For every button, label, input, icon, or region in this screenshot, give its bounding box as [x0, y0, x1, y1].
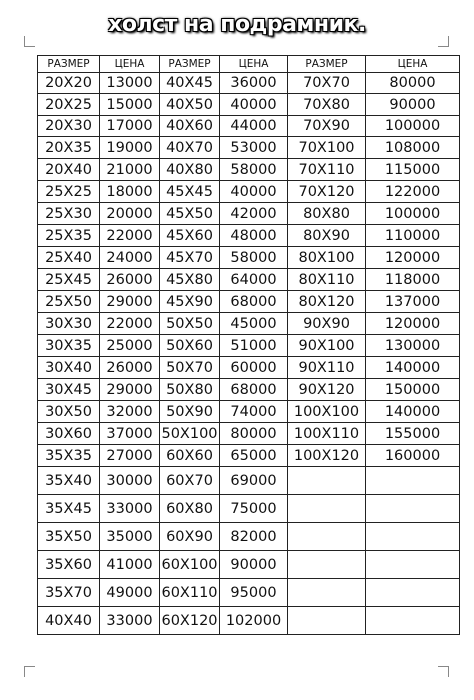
table-row	[38, 551, 460, 579]
cell-price-2: 58000	[220, 159, 288, 181]
crop-mark-top-left	[24, 36, 35, 47]
cell-price-2: 40000	[220, 94, 288, 116]
cell-price-1: 22000	[100, 225, 160, 247]
table-row	[38, 291, 460, 313]
crop-mark-top-right	[438, 36, 449, 47]
cell-size-2: 50X80	[160, 379, 220, 401]
cell-size-1: 35X35	[38, 445, 100, 467]
cell-price-3: 130000	[366, 335, 460, 357]
cell-price-1: 41000	[100, 551, 160, 579]
cell-price-3	[366, 607, 460, 635]
cell-price-3: 140000	[366, 357, 460, 379]
table-row	[38, 401, 460, 423]
cell-size-1: 35X40	[38, 467, 100, 495]
cell-price-2: 82000	[220, 523, 288, 551]
cell-size-2: 45X45	[160, 181, 220, 203]
cell-price-2: 45000	[220, 313, 288, 335]
cell-size-2: 50X60	[160, 335, 220, 357]
cell-price-3: 90000	[366, 94, 460, 116]
cell-price-3: 118000	[366, 269, 460, 291]
cell-price-2: 75000	[220, 495, 288, 523]
cell-size-3: 80X90	[288, 225, 366, 247]
header-price-3: ЦЕНА	[366, 56, 460, 73]
cell-price-2: 80000	[220, 423, 288, 445]
cell-price-1: 21000	[100, 159, 160, 181]
table-row	[38, 445, 460, 467]
cell-size-1: 35X45	[38, 495, 100, 523]
cell-size-1: 25X50	[38, 291, 100, 313]
page-title: холст на подрамник.	[108, 12, 366, 37]
table-row	[38, 137, 460, 159]
cell-price-3	[366, 551, 460, 579]
cell-price-1: 30000	[100, 467, 160, 495]
header-size-2: РАЗМЕР	[160, 56, 220, 73]
cell-price-1: 25000	[100, 335, 160, 357]
cell-size-1: 30X60	[38, 423, 100, 445]
cell-size-3	[288, 579, 366, 607]
cell-price-2: 68000	[220, 291, 288, 313]
cell-price-1: 24000	[100, 247, 160, 269]
cell-size-2: 40X70	[160, 137, 220, 159]
table-row	[38, 269, 460, 291]
cell-size-3: 100X120	[288, 445, 366, 467]
crop-mark-bottom-left	[24, 666, 35, 677]
cell-size-3	[288, 467, 366, 495]
cell-price-1: 27000	[100, 445, 160, 467]
cell-size-1: 40X40	[38, 607, 100, 635]
cell-price-1: 33000	[100, 495, 160, 523]
cell-size-1: 30X30	[38, 313, 100, 335]
table-row	[38, 607, 460, 635]
table-row	[38, 313, 460, 335]
cell-size-1: 20X30	[38, 116, 100, 137]
cell-size-1: 25X25	[38, 181, 100, 203]
cell-size-2: 40X50	[160, 94, 220, 116]
cell-size-3: 80X120	[288, 291, 366, 313]
cell-size-3: 80X110	[288, 269, 366, 291]
cell-price-2: 95000	[220, 579, 288, 607]
table-row	[38, 181, 460, 203]
cell-size-1: 20X20	[38, 73, 100, 94]
table-row	[38, 116, 460, 137]
cell-size-1: 35X50	[38, 523, 100, 551]
cell-price-2: 60000	[220, 357, 288, 379]
cell-price-2: 58000	[220, 247, 288, 269]
header-size-1: РАЗМЕР	[38, 56, 100, 73]
header-price-2: ЦЕНА	[220, 56, 288, 73]
cell-size-3	[288, 495, 366, 523]
cell-price-3: 160000	[366, 445, 460, 467]
cell-size-1: 30X50	[38, 401, 100, 423]
cell-size-3: 70X120	[288, 181, 366, 203]
cell-size-3: 90X110	[288, 357, 366, 379]
cell-size-2: 50X100	[160, 423, 220, 445]
cell-price-1: 17000	[100, 116, 160, 137]
cell-price-1: 33000	[100, 607, 160, 635]
cell-size-3	[288, 607, 366, 635]
cell-price-2: 74000	[220, 401, 288, 423]
cell-size-3	[288, 523, 366, 551]
cell-size-2: 40X80	[160, 159, 220, 181]
table-row	[38, 94, 460, 116]
cell-size-3: 100X110	[288, 423, 366, 445]
cell-price-1: 20000	[100, 203, 160, 225]
cell-price-2: 65000	[220, 445, 288, 467]
cell-size-2: 45X70	[160, 247, 220, 269]
cell-price-3	[366, 467, 460, 495]
cell-price-1: 35000	[100, 523, 160, 551]
cell-size-2: 45X60	[160, 225, 220, 247]
cell-size-1: 25X30	[38, 203, 100, 225]
cell-price-3: 108000	[366, 137, 460, 159]
cell-price-3: 137000	[366, 291, 460, 313]
cell-price-1: 29000	[100, 291, 160, 313]
table-row	[38, 335, 460, 357]
cell-size-2: 45X80	[160, 269, 220, 291]
cell-price-1: 29000	[100, 379, 160, 401]
table-row	[38, 247, 460, 269]
table-row	[38, 357, 460, 379]
cell-price-3: 115000	[366, 159, 460, 181]
header-price-1: ЦЕНА	[100, 56, 160, 73]
cell-price-3: 122000	[366, 181, 460, 203]
table-row	[38, 579, 460, 607]
cell-size-2: 40X45	[160, 73, 220, 94]
table-row	[38, 159, 460, 181]
price-table	[37, 55, 460, 635]
cell-price-1: 22000	[100, 313, 160, 335]
cell-size-3: 100X100	[288, 401, 366, 423]
cell-size-1: 20X25	[38, 94, 100, 116]
cell-price-3: 120000	[366, 313, 460, 335]
cell-price-1: 26000	[100, 269, 160, 291]
table-row	[38, 73, 460, 94]
crop-mark-bottom-right	[438, 666, 449, 677]
cell-size-3: 70X70	[288, 73, 366, 94]
cell-size-1: 30X40	[38, 357, 100, 379]
cell-size-2: 60X110	[160, 579, 220, 607]
cell-price-2: 42000	[220, 203, 288, 225]
cell-size-2: 60X90	[160, 523, 220, 551]
cell-price-2: 48000	[220, 225, 288, 247]
table-row	[38, 379, 460, 401]
cell-price-3	[366, 523, 460, 551]
cell-price-3: 140000	[366, 401, 460, 423]
table-row	[38, 423, 460, 445]
cell-size-2: 60X100	[160, 551, 220, 579]
cell-price-1: 13000	[100, 73, 160, 94]
cell-price-2: 90000	[220, 551, 288, 579]
cell-size-1: 35X70	[38, 579, 100, 607]
cell-size-3: 70X80	[288, 94, 366, 116]
cell-size-2: 60X70	[160, 467, 220, 495]
cell-size-2: 60X80	[160, 495, 220, 523]
cell-price-2: 64000	[220, 269, 288, 291]
cell-price-3: 110000	[366, 225, 460, 247]
cell-size-3	[288, 551, 366, 579]
cell-price-3	[366, 579, 460, 607]
cell-price-2: 51000	[220, 335, 288, 357]
table-row	[38, 523, 460, 551]
cell-price-1: 19000	[100, 137, 160, 159]
cell-price-2: 44000	[220, 116, 288, 137]
cell-price-3	[366, 495, 460, 523]
cell-price-3: 80000	[366, 73, 460, 94]
cell-price-2: 69000	[220, 467, 288, 495]
table-row	[38, 225, 460, 247]
cell-size-1: 30X45	[38, 379, 100, 401]
cell-size-3: 90X100	[288, 335, 366, 357]
cell-price-1: 15000	[100, 94, 160, 116]
cell-size-1: 20X35	[38, 137, 100, 159]
cell-size-3: 80X100	[288, 247, 366, 269]
cell-price-1: 26000	[100, 357, 160, 379]
header-size-3: РАЗМЕР	[288, 56, 366, 73]
cell-size-2: 60X120	[160, 607, 220, 635]
cell-size-2: 50X70	[160, 357, 220, 379]
table-row	[38, 467, 460, 495]
cell-size-1: 30X35	[38, 335, 100, 357]
cell-price-2: 40000	[220, 181, 288, 203]
cell-price-2: 102000	[220, 607, 288, 635]
table-row	[38, 495, 460, 523]
cell-size-3: 70X100	[288, 137, 366, 159]
cell-price-3: 100000	[366, 116, 460, 137]
cell-size-2: 60X60	[160, 445, 220, 467]
cell-price-2: 53000	[220, 137, 288, 159]
cell-size-2: 50X90	[160, 401, 220, 423]
cell-size-3: 90X90	[288, 313, 366, 335]
cell-size-3: 80X80	[288, 203, 366, 225]
cell-size-1: 25X35	[38, 225, 100, 247]
cell-price-1: 32000	[100, 401, 160, 423]
cell-price-2: 36000	[220, 73, 288, 94]
cell-price-3: 150000	[366, 379, 460, 401]
cell-size-2: 50X50	[160, 313, 220, 335]
cell-size-2: 45X90	[160, 291, 220, 313]
table-header-row	[38, 56, 460, 73]
cell-size-3: 70X110	[288, 159, 366, 181]
cell-size-1: 25X40	[38, 247, 100, 269]
cell-price-3: 120000	[366, 247, 460, 269]
cell-size-1: 20X40	[38, 159, 100, 181]
cell-size-3: 90X120	[288, 379, 366, 401]
cell-price-3: 155000	[366, 423, 460, 445]
cell-size-1: 35X60	[38, 551, 100, 579]
cell-price-1: 37000	[100, 423, 160, 445]
cell-price-2: 68000	[220, 379, 288, 401]
cell-price-1: 18000	[100, 181, 160, 203]
cell-size-1: 25X45	[38, 269, 100, 291]
cell-size-2: 45X50	[160, 203, 220, 225]
table-row	[38, 203, 460, 225]
cell-size-3: 70X90	[288, 116, 366, 137]
cell-size-2: 40X60	[160, 116, 220, 137]
table-body	[38, 73, 460, 635]
cell-price-1: 49000	[100, 579, 160, 607]
cell-price-3: 100000	[366, 203, 460, 225]
